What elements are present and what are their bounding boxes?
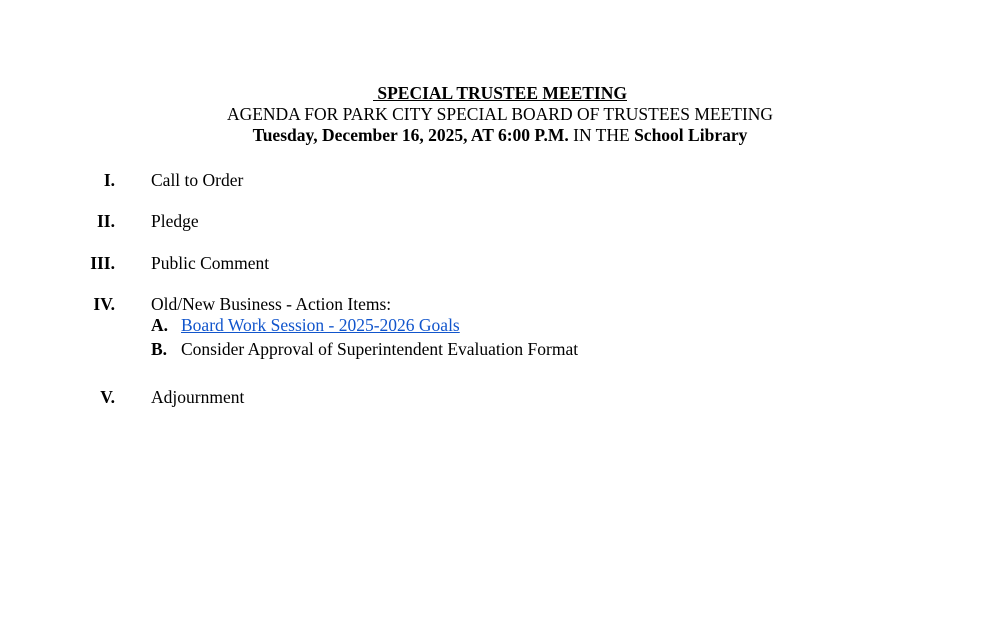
agenda-subitem-board-work-session	[0, 314, 1000, 336]
item-number: IV.	[93, 294, 115, 314]
agenda-subtitle: AGENDA FOR PARK CITY SPECIAL BOARD OF TRUSTEES MEETING	[226, 104, 774, 124]
location-prefix: IN THE	[568, 125, 635, 145]
item-number: II.	[97, 211, 115, 231]
agenda-item-business	[0, 293, 1000, 315]
agenda-subitem-superintendent-evaluation	[0, 338, 1000, 360]
subitem-label: Consider Approval of Superintendent Evaluation Format	[181, 339, 579, 359]
board-work-session-link[interactable]: Board Work Session - 2025-2026 Goals	[181, 315, 460, 335]
item-label: Public Comment	[151, 253, 270, 273]
item-label: Pledge	[151, 211, 199, 231]
agenda-item-pledge	[0, 210, 1000, 232]
item-number: III.	[90, 253, 115, 273]
item-number: V.	[100, 387, 115, 407]
page-title	[0, 83, 1000, 104]
subitem-letter: B.	[151, 339, 168, 359]
item-label: Call to Order	[151, 170, 244, 190]
agenda-item-public-comment	[0, 252, 1000, 274]
item-label: Old/New Business - Action Items:	[151, 294, 392, 314]
meeting-location: School Library	[634, 125, 748, 145]
agenda-header	[0, 83, 1000, 146]
agenda-item-call-to-order	[0, 169, 1000, 191]
meeting-title: SPECIAL TRUSTEE MEETING	[373, 83, 627, 103]
agenda-item-adjournment	[0, 386, 1000, 408]
subitem-letter: A.	[151, 315, 169, 335]
meeting-datetime: Tuesday, December 16, 2025, AT 6:00 P.M.	[252, 125, 569, 145]
item-number: I.	[103, 170, 115, 190]
meeting-datetime-location	[0, 125, 1000, 146]
item-label: Adjournment	[151, 387, 245, 407]
